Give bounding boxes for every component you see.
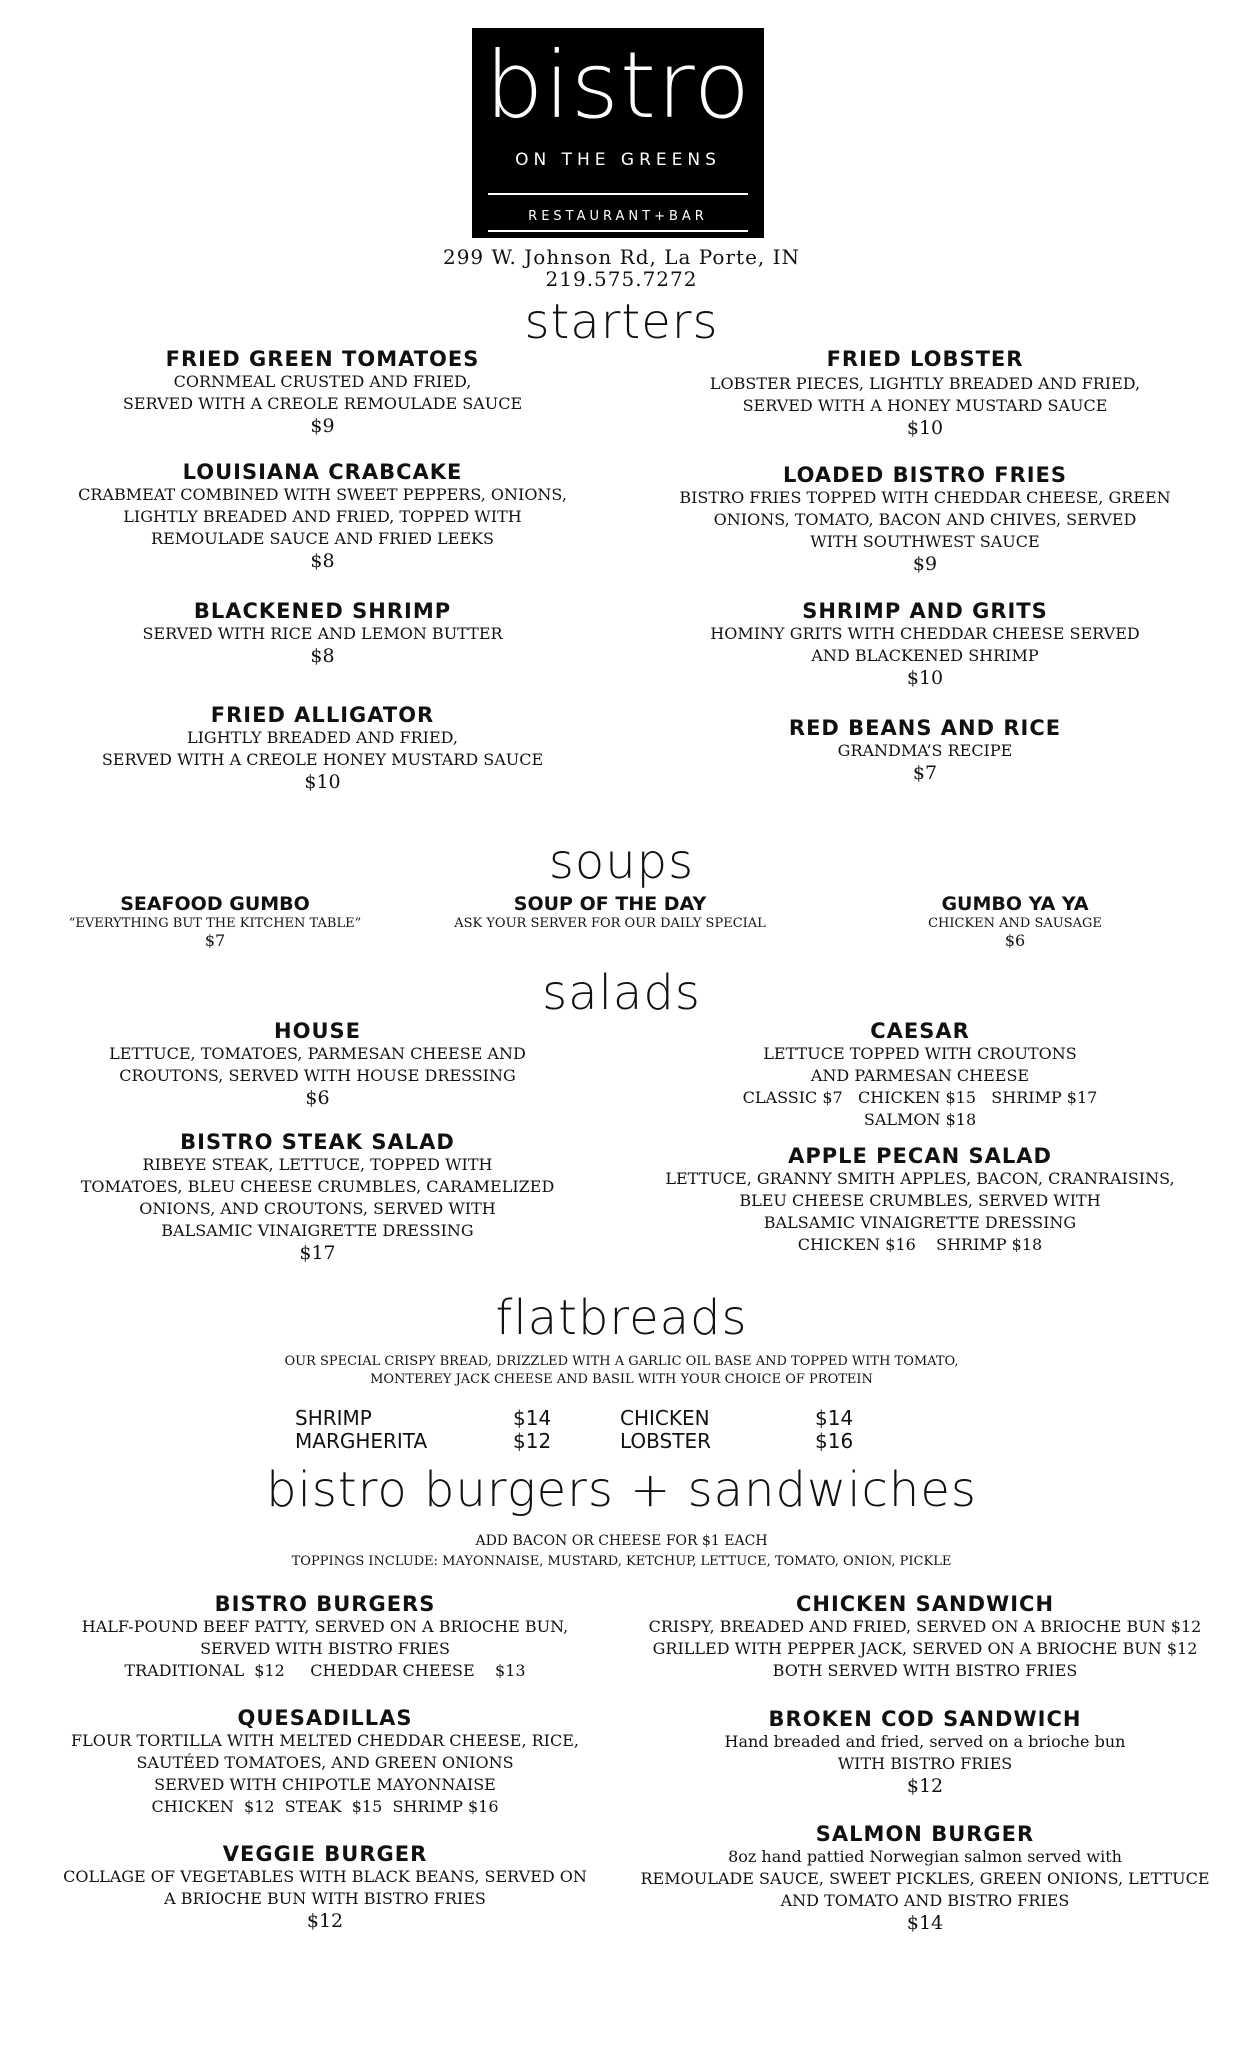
menu-item (20, 347, 625, 437)
item-price: $7 (912, 762, 938, 784)
logo-rule-top (488, 193, 748, 195)
item-desc: “EVERYTHING BUT THE KITCHEN TABLE” (68, 916, 362, 931)
item-desc: COLLAGE OF VEGETABLES WITH BLACK BEANS, SERVED ON (63, 1867, 587, 1886)
flatbread-price: $14 (513, 1406, 552, 1430)
item-price: $12 (906, 1775, 944, 1797)
item-desc: LIGHTLY BREADED AND FRIED, TOPPED WITH (123, 507, 522, 526)
item-price: $17 (299, 1242, 336, 1264)
flatbread-price: $12 (513, 1429, 552, 1453)
item-desc: SERVED WITH RICE AND LEMON BUTTER (142, 624, 503, 643)
menu-item (630, 347, 1220, 439)
option: SHRIMP $18 (936, 1235, 1043, 1254)
menu-item (20, 1130, 615, 1264)
item-desc: BALSAMIC VINAIGRETTE DRESSING (763, 1213, 1077, 1232)
item-name: CAESAR (870, 1019, 970, 1043)
item-desc: ONIONS, AND CROUTONS, SERVED WITH (139, 1199, 496, 1218)
item-desc: SERVED WITH A CREOLE REMOULADE SAUCE (122, 394, 523, 413)
item-desc: GRANDMA’S RECIPE (837, 741, 1013, 760)
menu-item (20, 1706, 630, 1818)
item-price: $10 (906, 417, 944, 439)
item-name: BLACKENED SHRIMP (193, 599, 452, 623)
logo-rule-bottom (488, 230, 748, 232)
item-desc: HALF-POUND BEEF PATTY, SERVED ON A BRIOCHE BUN, (81, 1617, 569, 1636)
section-title-burgers: bistro burgers + sandwiches (266, 1462, 977, 1518)
item-desc: SERVED WITH CHIPOTLE MAYONNAISE (154, 1775, 496, 1794)
menu-item (845, 893, 1185, 950)
price-options (620, 1234, 1220, 1256)
item-price: $10 (906, 667, 944, 689)
burger-note: ADD BACON OR CHEESE FOR $1 EACH (475, 1533, 768, 1549)
price-options (620, 1087, 1220, 1109)
menu-item (620, 1019, 1220, 1131)
item-desc: BISTRO FRIES TOPPED WITH CHEDDAR CHEESE, GREEN (679, 488, 1171, 507)
item-desc: AND PARMESAN CHEESE (810, 1066, 1030, 1085)
item-desc: LETTUCE, GRANNY SMITH APPLES, BACON, CRANRAISINS, (665, 1169, 1175, 1188)
item-desc: LOBSTER PIECES, LIGHTLY BREADED AND FRIED, (709, 374, 1141, 393)
price-options: TRADITIONAL $12 CHEDDAR CHEESE $13 (124, 1661, 526, 1680)
logo-tagline: RESTAURANT+BAR (528, 209, 708, 224)
item-name: FRIED ALLIGATOR (210, 703, 435, 727)
item-desc: REMOULADE SAUCE, SWEET PICKLES, GREEN ONIONS, LETTUCE (640, 1869, 1210, 1888)
item-desc: REMOULADE SAUCE AND FRIED LEEKS (151, 529, 494, 548)
item-price: $6 (1004, 931, 1026, 950)
item-desc: SERVED WITH A HONEY MUSTARD SAUCE (742, 396, 1108, 415)
item-name: VEGGIE BURGER (222, 1842, 428, 1866)
menu-item (630, 463, 1220, 575)
menu-item (20, 599, 625, 667)
flatbread-desc: OUR SPECIAL CRISPY BREAD, DRIZZLED WITH A GARLIC OIL BASE AND TOPPED WITH TOMATO, (284, 1354, 959, 1369)
item-desc: RIBEYE STEAK, LETTUCE, TOPPED WITH (142, 1155, 493, 1174)
flatbread-name: SHRIMP (295, 1406, 372, 1430)
item-name: SEAFOOD GUMBO (120, 893, 310, 915)
menu-item (40, 893, 390, 950)
logo-wordmark: bistro (484, 32, 752, 139)
item-desc: ONIONS, TOMATO, BACON AND CHIVES, SERVED (713, 510, 1137, 529)
menu-item (620, 1592, 1230, 1682)
item-name: HOUSE (274, 1019, 361, 1043)
flatbread-name: MARGHERITA (295, 1429, 428, 1453)
item-desc: HOMINY GRITS WITH CHEDDAR CHEESE SERVED (710, 624, 1140, 643)
item-desc: WITH BISTRO FRIES (837, 1754, 1013, 1773)
menu-item (630, 716, 1220, 784)
menu-item (620, 1144, 1220, 1256)
item-desc: BALSAMIC VINAIGRETTE DRESSING (161, 1221, 474, 1240)
item-desc: WITH SOUTHWEST SAUCE (810, 532, 1040, 551)
section-title-flatbreads: flatbreads (495, 1290, 748, 1346)
flatbread-name: CHICKEN (620, 1406, 710, 1430)
item-desc: BOTH SERVED WITH BISTRO FRIES (772, 1661, 1078, 1680)
item-price: $7 (204, 931, 226, 950)
item-price: $8 (310, 645, 335, 667)
item-desc: CRABMEAT COMBINED WITH SWEET PEPPERS, ONIONS, (78, 485, 567, 504)
item-desc: 8oz hand pattied Norwegian salmon served with (728, 1847, 1122, 1866)
item-desc: SAUTÉED TOMATOES, AND GREEN ONIONS (136, 1753, 514, 1772)
item-name: CHICKEN SANDWICH (795, 1592, 1055, 1616)
item-desc: BLEU CHEESE CRUMBLES, SERVED WITH (739, 1191, 1101, 1210)
item-desc: LETTUCE, TOMATOES, PARMESAN CHEESE AND (109, 1044, 526, 1063)
restaurant-logo (472, 28, 764, 238)
item-desc: LIGHTLY BREADED AND FRIED, (186, 728, 459, 747)
item-desc: Hand breaded and fried, served on a brioche bun (724, 1732, 1126, 1751)
item-price: $8 (310, 550, 335, 572)
item-desc: A BRIOCHE BUN WITH BISTRO FRIES (164, 1889, 486, 1908)
item-price: $14 (906, 1912, 944, 1934)
option: CHICKEN $16 (797, 1235, 916, 1254)
item-price: $10 (304, 771, 341, 793)
flatbread-desc: MONTEREY JACK CHEESE AND BASIL WITH YOUR CHOICE OF PROTEIN (370, 1372, 873, 1387)
menu-item (620, 1707, 1230, 1797)
item-desc: LETTUCE TOPPED WITH CROUTONS (763, 1044, 1077, 1063)
item-name: QUESADILLAS (237, 1706, 413, 1730)
flatbread-name: LOBSTER (620, 1429, 711, 1453)
menu-item (620, 1822, 1230, 1934)
item-name: APPLE PECAN SALAD (788, 1144, 1052, 1168)
item-name: SHRIMP AND GRITS (802, 599, 1048, 623)
item-name: LOADED BISTRO FRIES (782, 463, 1068, 487)
item-desc: CRISPY, BREADED AND FRIED, SERVED ON A BRIOCHE BUN $12 (648, 1617, 1202, 1636)
item-name: SALMON BURGER (815, 1822, 1035, 1846)
item-name: BISTRO STEAK SALAD (180, 1130, 455, 1154)
menu-item (20, 1592, 630, 1682)
item-name: GUMBO YA YA (941, 893, 1089, 915)
item-price: $9 (310, 415, 335, 437)
item-desc: SERVED WITH BISTRO FRIES (200, 1639, 450, 1658)
option: SHRIMP $17 (991, 1088, 1098, 1107)
item-price: $12 (306, 1910, 344, 1932)
menu-item (420, 893, 800, 932)
menu-item (20, 703, 625, 793)
option: CLASSIC $7 (742, 1088, 843, 1107)
address: 299 W. Johnson Rd, La Porte, IN (442, 245, 801, 269)
item-name: BROKEN COD SANDWICH (768, 1707, 1082, 1731)
option: CHICKEN $15 (858, 1088, 977, 1107)
option: SALMON $18 (863, 1110, 977, 1129)
item-price: $9 (912, 553, 938, 575)
item-desc: TOMATOES, BLEU CHEESE CRUMBLES, CARAMELIZED (80, 1177, 555, 1196)
item-desc: AND TOMATO AND BISTRO FRIES (780, 1891, 1070, 1910)
item-desc: CROUTONS, SERVED WITH HOUSE DRESSING (119, 1066, 516, 1085)
menu-item (20, 1842, 630, 1932)
item-desc: SERVED WITH A CREOLE HONEY MUSTARD SAUCE (101, 750, 544, 769)
item-name: BISTRO BURGERS (214, 1592, 436, 1616)
item-desc: AND BLACKENED SHRIMP (811, 646, 1039, 665)
burger-toppings: TOPPINGS INCLUDE: MAYONNAISE, MUSTARD, KETCHUP, LETTUCE, TOMATO, ONION, PICKLE (291, 1554, 952, 1569)
item-price: $6 (305, 1087, 330, 1109)
item-name: RED BEANS AND RICE (788, 716, 1062, 740)
logo-subtitle: ON THE GREENS (515, 150, 721, 170)
item-desc: FLOUR TORTILLA WITH MELTED CHEDDAR CHEESE, RICE, (71, 1731, 579, 1750)
flatbread-price: $16 (815, 1429, 854, 1453)
item-name: LOUISIANA CRABCAKE (182, 460, 463, 484)
item-desc: CHICKEN AND SAUSAGE (928, 916, 1102, 931)
flatbread-price: $14 (815, 1406, 854, 1430)
section-title-starters: starters (524, 294, 719, 350)
menu-item (630, 599, 1220, 689)
item-desc: GRILLED WITH PEPPER JACK, SERVED ON A BRIOCHE BUN $12 (652, 1639, 1198, 1658)
menu-item (20, 1019, 615, 1109)
item-desc: ASK YOUR SERVER FOR OUR DAILY SPECIAL (454, 916, 766, 931)
section-title-salads: salads (542, 965, 701, 1021)
item-name: FRIED LOBSTER (826, 347, 1024, 371)
section-title-soups: soups (548, 834, 695, 890)
phone: 219.575.7272 (545, 267, 698, 291)
item-name: SOUP OF THE DAY (513, 893, 707, 915)
menu-item (20, 460, 625, 572)
price-options: CHICKEN $12 STEAK $15 SHRIMP $16 (151, 1797, 499, 1816)
item-desc: CORNMEAL CRUSTED AND FRIED, (173, 372, 472, 391)
item-name: FRIED GREEN TOMATOES (165, 347, 480, 371)
